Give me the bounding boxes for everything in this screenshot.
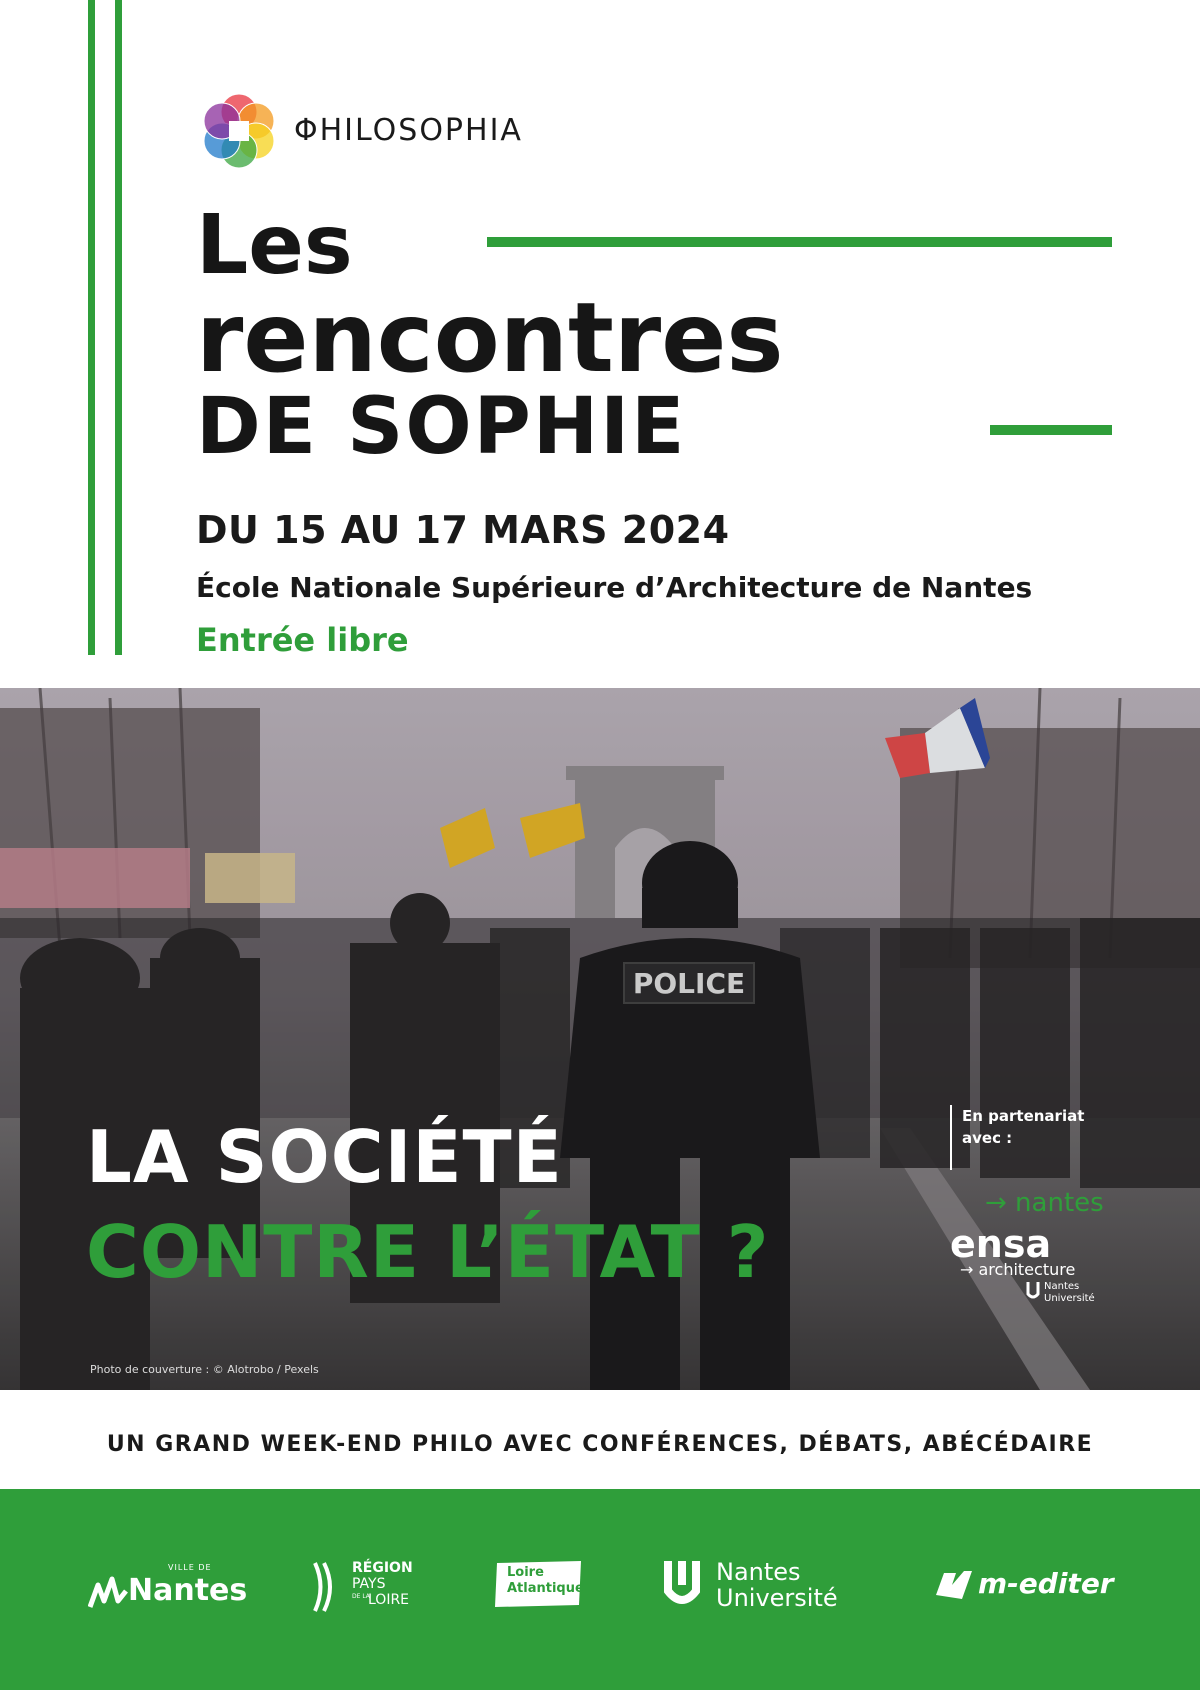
region-icon: [312, 1561, 338, 1613]
loire-line-1: Loire: [507, 1565, 544, 1580]
left-bar-outer: [88, 0, 95, 655]
theme-line-1: LA SOCIÉTÉ: [86, 1115, 563, 1199]
philosophia-flower-logo: [198, 90, 280, 172]
title-rule-3: [990, 425, 1112, 435]
tagline: UN GRAND WEEK-END PHILO AVEC CONFÉRENCES, DÉBATS, ABÉCÉDAIRE: [106, 1432, 1094, 1457]
region-line-3: DE LA: [352, 1593, 370, 1600]
sponsor-ville-de-nantes: [88, 1561, 248, 1621]
title-rule-1: [487, 237, 1112, 247]
brand-name: ΦHILOSOPHIA: [294, 113, 523, 148]
left-bar-inner: [115, 0, 122, 655]
sponsor-loire-atlantique: [493, 1559, 585, 1609]
partnership-divider: [950, 1105, 952, 1170]
event-entry: Entrée libre: [196, 621, 409, 659]
ensa-architecture-text: → architecture: [960, 1260, 1076, 1279]
police-vest-label: POLICE: [632, 967, 746, 1000]
region-line-2: PAYS: [352, 1576, 386, 1592]
event-date: DU 15 AU 17 MARS 2024: [196, 508, 730, 552]
m-editer-icon: [934, 1565, 974, 1605]
ville-nantes-name: Nantes: [128, 1573, 248, 1608]
sponsor-m-editer: [934, 1561, 1114, 1611]
sponsor-nantes-universite: [662, 1559, 862, 1615]
ensa-logo-text: ensa: [950, 1222, 1052, 1266]
region-line-1: RÉGION: [352, 1560, 413, 1576]
ville-de-small: VILLE DE: [168, 1563, 212, 1572]
title-line-1: Les: [196, 198, 353, 293]
univ-line-2: Université: [716, 1584, 838, 1612]
sponsor-footer: [0, 1489, 1200, 1690]
nantes-universite-icon: [662, 1561, 702, 1611]
theme-line-2: CONTRE L’ÉTAT ?: [86, 1210, 770, 1294]
sponsor-region-pays-de-la-loire: [312, 1561, 422, 1631]
ensa-universite-text: Nantes Université: [1044, 1281, 1095, 1304]
title-line-3: DE SOPHIE: [196, 382, 687, 472]
loire-line-2: Atlantique: [507, 1581, 584, 1596]
m-editer-name: m-editer: [978, 1567, 1114, 1600]
ensa-nantes-text: → nantes: [985, 1188, 1104, 1218]
ville-nantes-icon: [88, 1571, 128, 1611]
photo-credit: Photo de couverture : © Alotrobo / Pexels: [90, 1363, 319, 1376]
nantes-universite-small-icon: [1026, 1282, 1040, 1302]
partnership-label: En partenariat avec :: [962, 1107, 1085, 1147]
region-line-4: LOIRE: [368, 1592, 410, 1608]
title-line-2: rencontres: [196, 282, 784, 394]
univ-line-1: Nantes: [716, 1558, 801, 1586]
event-venue: École Nationale Supérieure d’Architecture de Nantes: [196, 571, 1033, 604]
